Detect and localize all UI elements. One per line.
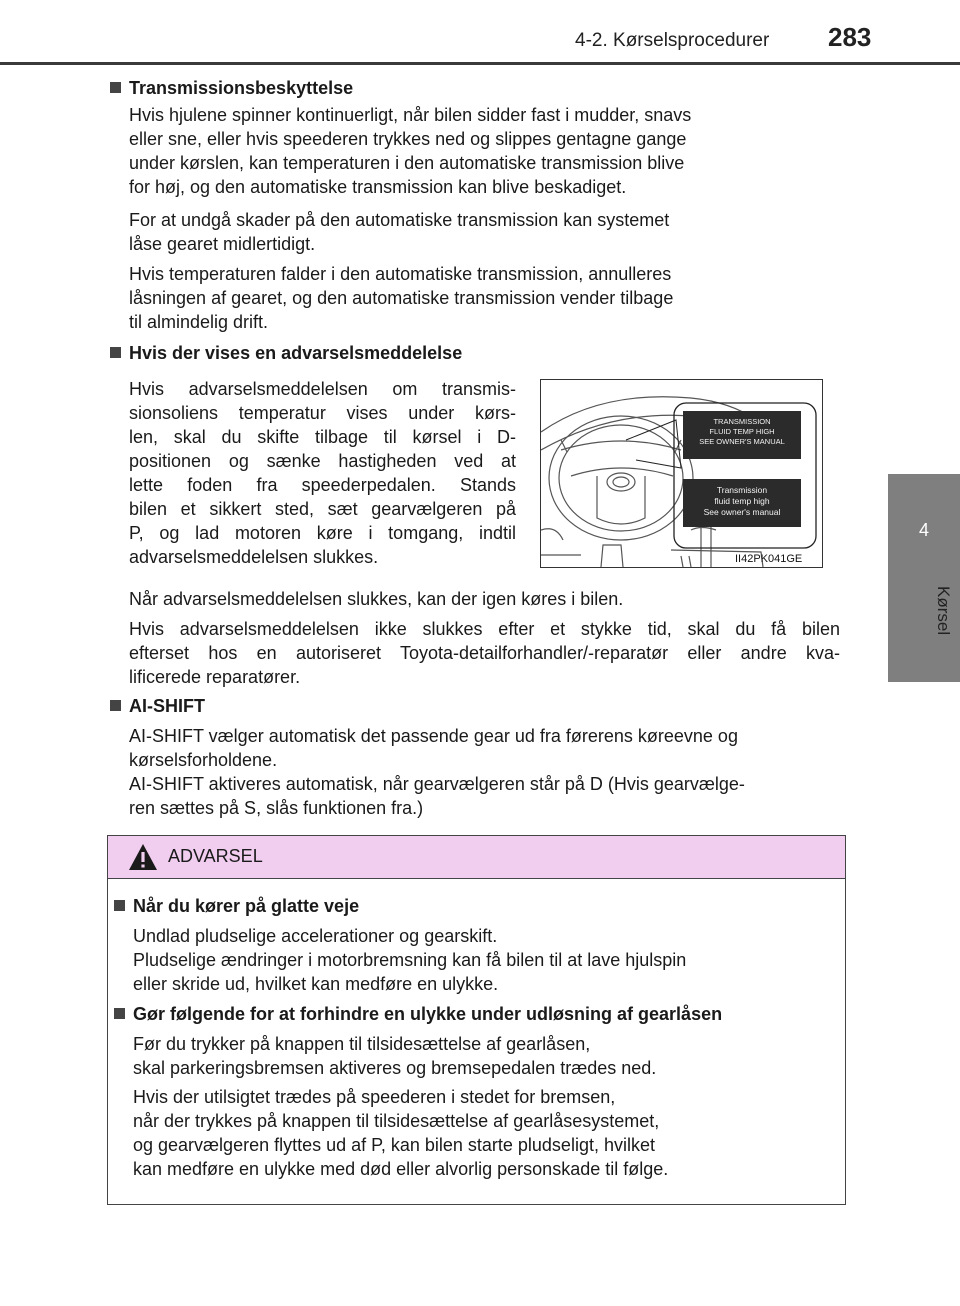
bullet-square-icon <box>110 82 121 93</box>
page-number: 283 <box>828 22 872 52</box>
bullet-square-icon <box>114 900 125 911</box>
header-rule <box>0 62 960 65</box>
bullet-square-icon <box>110 700 121 711</box>
transmission-paragraph-1: Hvis hjulene spinner kontinuerligt, når bilen sidder fast i mudder, snavs eller sne, eller hvis speederen trykkes ned og slippes gentagne gange under kørslen, kan temperaturen i den automatiske transmission blive for høj, og den automatiske transmission kan blive beskadiget. <box>129 105 692 197</box>
warning-triangle-icon <box>128 843 158 871</box>
transmission-paragraph-3: Hvis temperaturen falder i den automatiske transmission, annulleres låsningen af gearet, og den automatiske transmission vender tilbage til almindelig drift. <box>129 264 674 332</box>
section-heading-transmission: Transmissionsbeskyttelse <box>110 78 353 99</box>
warning-message-paragraph-1: Hvis advarselsmeddelelsen om transmis- sionsoliens temperatur vises under kørs- len, skal du skifte tilbage til kørsel i D- positionen og sænke hastigheden ved at lette foden fra speederpedalen. Stands bilen et sikkert sted, sæt gearvælgeren på P, og lad motoren køre i tomgang, indtil advarselsmeddelelsen slukkes. <box>129 379 516 567</box>
chapter-number: 4 <box>918 520 929 540</box>
warning-item-heading-slippery-roads: Når du kører på glatte veje <box>114 896 359 917</box>
warning-message-paragraph-3: Hvis advarselsmeddelelsen ikke slukkes efter et stykke tid, skal du få bilen efterset hos en autoriseret Toyota-detailforhandler/-reparatør eller andre kva- lificerede reparatører. <box>129 619 840 687</box>
ai-shift-paragraph: AI-SHIFT vælger automatisk det passende gear ud fra førerens køreevne og kørselsforholdene. AI-SHIFT aktiveres automatisk, når gearvælgeren står på D (Hvis gearvælge- ren sættes på S, slås funktionen fra.) <box>129 726 745 818</box>
warning-box-header <box>108 836 845 879</box>
dashboard-illustration <box>540 379 823 568</box>
section-heading-warning-message: Hvis der vises en advarselsmeddelelse <box>110 343 462 364</box>
section-heading-ai-shift: AI-SHIFT <box>110 696 205 717</box>
bullet-square-icon <box>114 1008 125 1019</box>
warning-box <box>107 835 846 1205</box>
bullet-square-icon <box>110 347 121 358</box>
display-message-upper: TRANSMISSION FLUID TEMP HIGH SEE OWNER'S MANUAL <box>683 411 801 459</box>
figure-code: II42PK041GE <box>735 553 803 565</box>
transmission-paragraph-2: For at undgå skader på den automatiske transmission kan systemet låse gearet midlertidigt. <box>129 210 670 254</box>
warning-item-text-gear-lock-1: Før du trykker på knappen til tilsidesættelse af gearlåsen, skal parkeringsbremsen aktiveres og bremsepedalen trædes ned. <box>133 1034 657 1078</box>
chapter-label: Kørsel <box>934 586 953 636</box>
warning-item-heading-gear-lock: Gør følgende for at forhindre en ulykke under udløsning af gearlåsen <box>114 1004 722 1025</box>
warning-box-title: ADVARSEL <box>168 846 263 866</box>
display-message-lower: Transmission fluid temp high See owner's manual <box>683 479 801 527</box>
steering-wheel-illustration <box>541 380 822 567</box>
warning-item-text-slippery-roads: Undlad pludselige accelerationer og gearskift. Pludselige ændringer i motorbremsning kan få bilen til at lave hjulspin eller skride ud, hvilket kan medføre en ulykke. <box>133 926 687 994</box>
warning-item-text-gear-lock-2: Hvis der utilsigtet trædes på speederen i stedet for bremsen, når der trykkes på knappen til tilsidesættelse af gearlåsesystemet, og gearvælgeren flyttes ud af P, kan bilen starte pludseligt, hvilket kan medføre en ulykke med død eller alvorlig personskade til følge. <box>133 1087 669 1179</box>
warning-message-paragraph-2: Når advarselsmeddelelsen slukkes, kan der igen køres i bilen. <box>129 589 624 609</box>
section-reference: 4-2. Kørselsprocedurer <box>575 30 770 51</box>
